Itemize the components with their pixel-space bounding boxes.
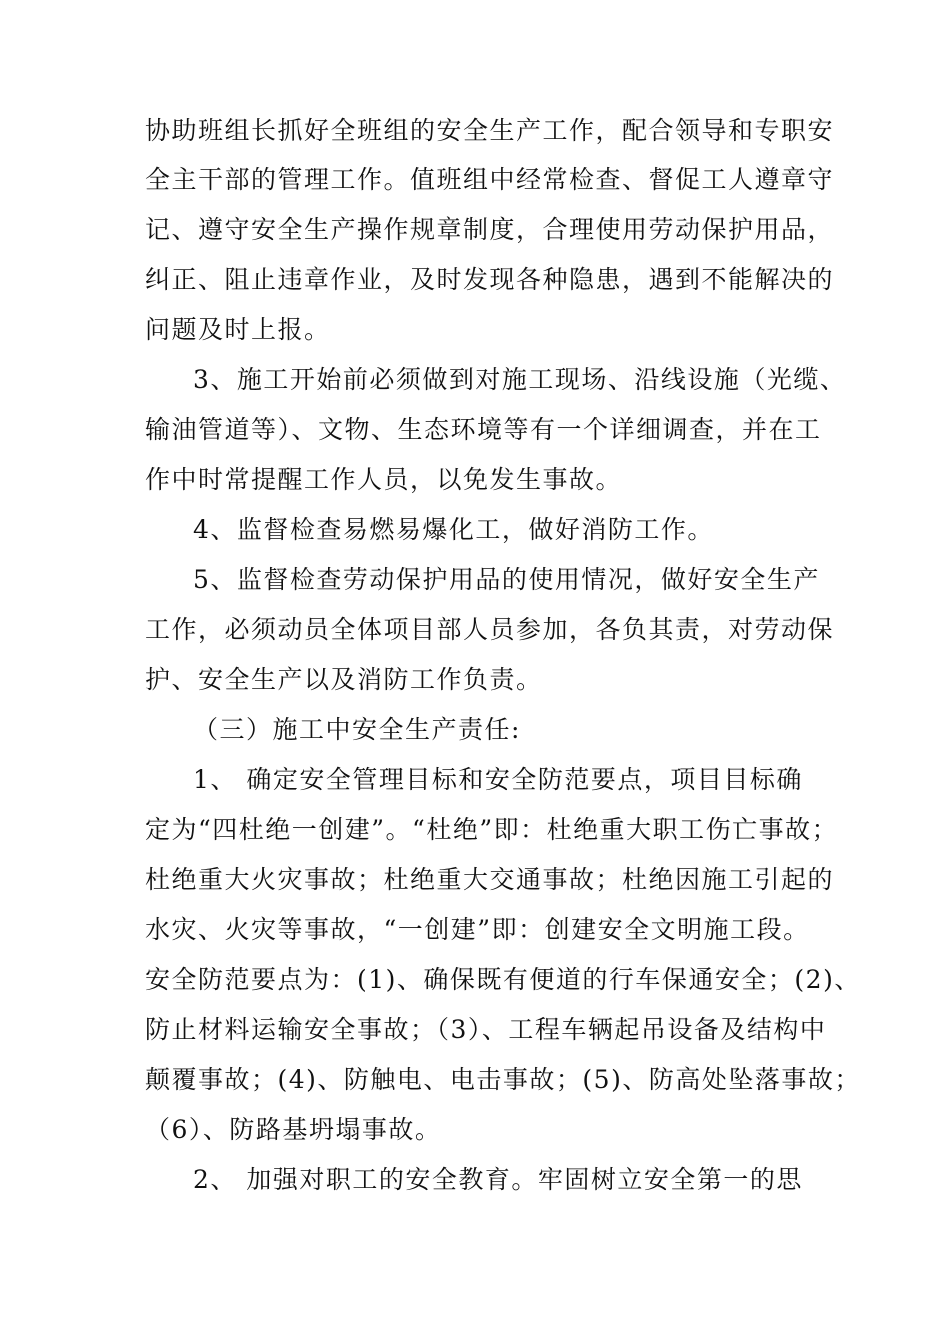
body-text-line: 定为“四杜绝一创建”。“杜绝”即：杜绝重大职工伤亡事故； (145, 815, 839, 844)
body-text-line: 全主干部的管理工作。值班组中经常检查、督促工人遵章守 (145, 165, 835, 194)
body-text-line: 记、遵守安全生产操作规章制度，合理使用劳动保护用品， (145, 215, 835, 244)
list-item-1: 1、 确定安全管理目标和安全防范要点，项目目标确 (193, 765, 803, 794)
body-text-line: 防止材料运输安全事故；（3）、工程车辆起吊设备及结构中 (145, 1015, 827, 1044)
body-text-line: 颠覆事故；(4)、防触电、电击事故；(5)、防高处坠落事故； (145, 1065, 861, 1094)
body-text-line: 工作，必须动员全体项目部人员参加，各负其责，对劳动保 (145, 615, 835, 644)
body-text-line: 协助班组长抓好全班组的安全生产工作，配合领导和专职安 (145, 116, 835, 145)
body-text-line: 护、安全生产以及消防工作负责。 (145, 665, 543, 694)
body-text-line: 纠正、阻止违章作业，及时发现各种隐患，遇到不能解决的 (145, 265, 835, 294)
list-item-4: 4、监督检查易燃易爆化工，做好消防工作。 (193, 515, 714, 544)
list-item-5: 5、监督检查劳动保护用品的使用情况，做好安全生产 (193, 565, 820, 594)
list-item-2: 2、 加强对职工的安全教育。牢固树立安全第一的思 (193, 1165, 803, 1194)
body-text-line: 水灾、火灾等事故，“一创建”即：创建安全文明施工段。 (145, 915, 810, 944)
body-text-line: （6）、防路基坍塌事故。 (145, 1115, 442, 1144)
body-text-line: 安全防范要点为：(1)、确保既有便道的行车保通安全；(2)、 (145, 965, 861, 994)
body-text-line: 问题及时上报。 (145, 315, 331, 344)
body-text-line: 作中时常提醒工作人员，以免发生事故。 (145, 465, 623, 494)
section-heading: （三）施工中安全生产责任: (193, 715, 521, 744)
body-text-line: 杜绝重大火灾事故；杜绝重大交通事故；杜绝因施工引起的 (145, 865, 835, 894)
body-text-line: 输油管道等）、文物、生态环境等有一个详细调查，并在工 (145, 415, 822, 444)
list-item-3: 3、施工开始前必须做到对施工现场、沿线设施（光缆、 (193, 365, 847, 394)
